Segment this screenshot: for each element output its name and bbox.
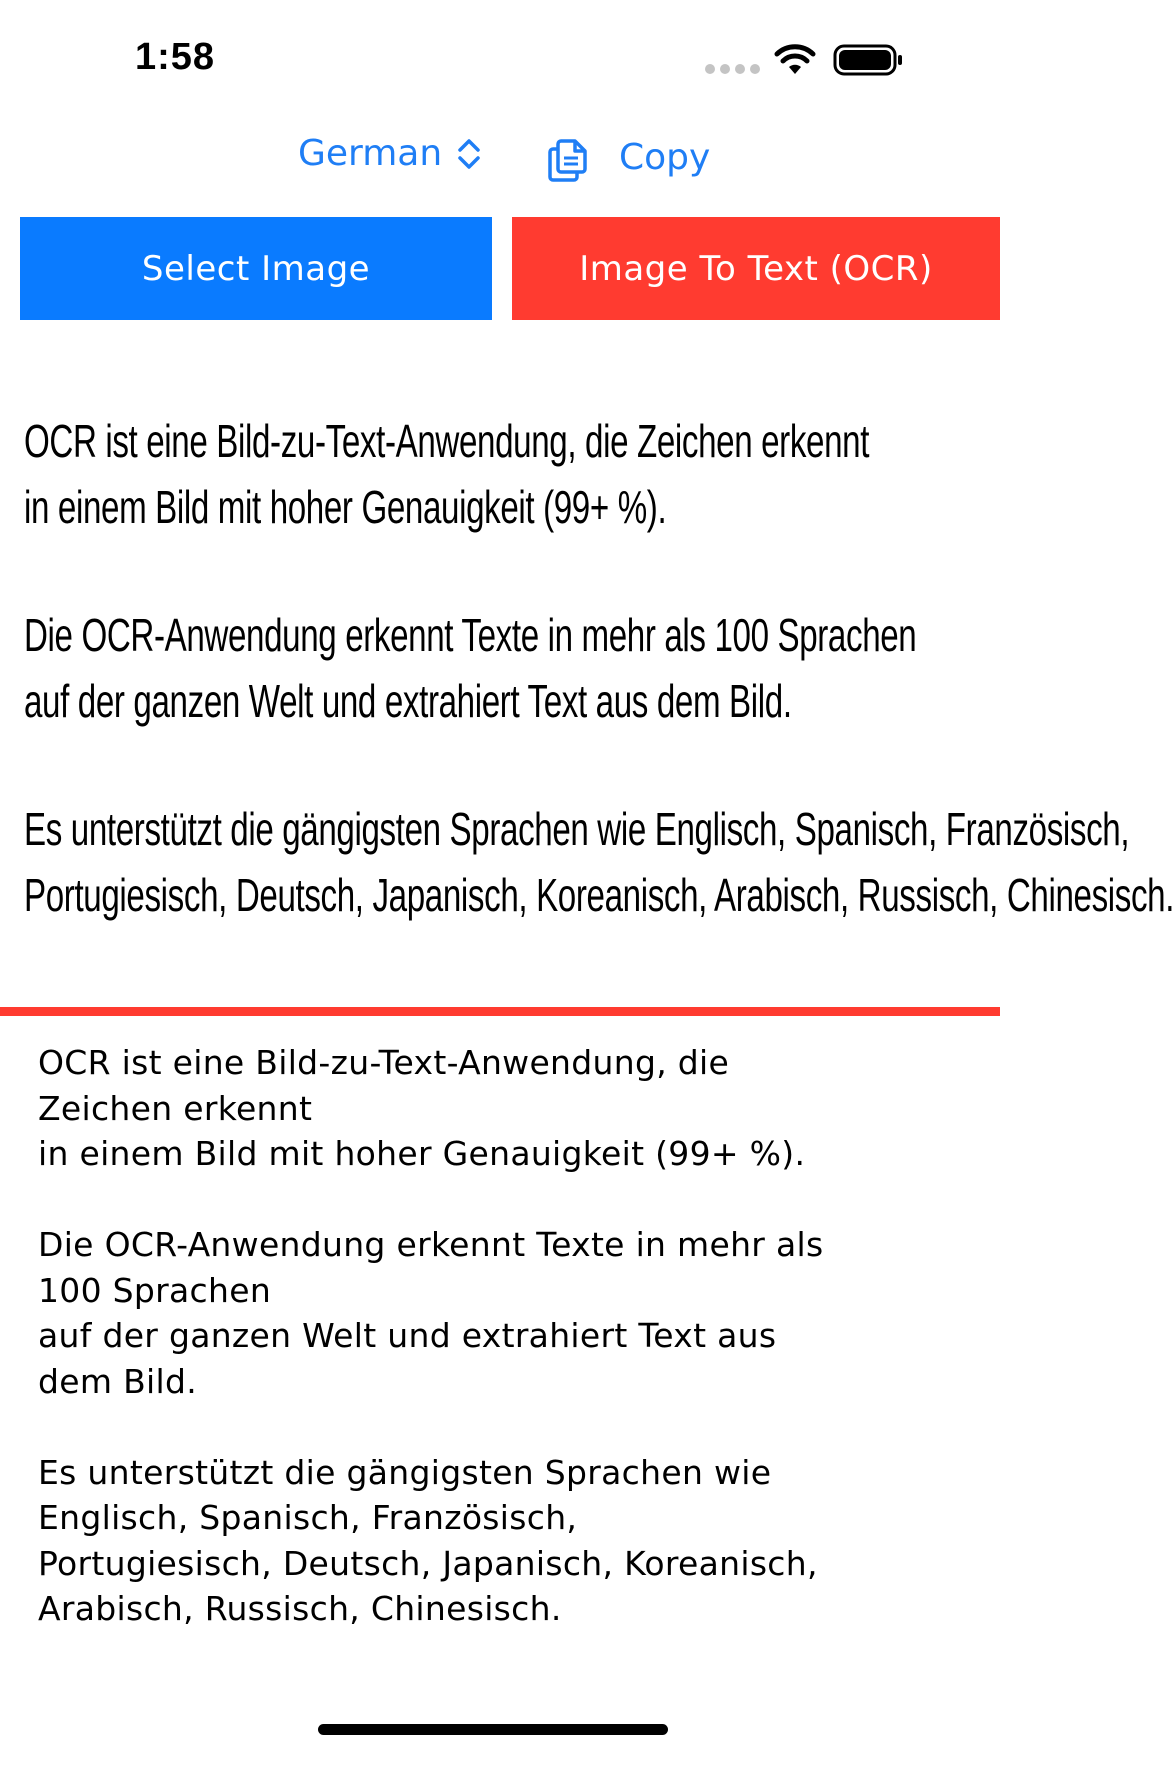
source-image-preview	[24, 408, 1174, 990]
source-image-text-paragraph	[24, 408, 870, 540]
copy-label: Copy	[619, 136, 711, 178]
recognized-text-line: in einem Bild mit hoher Genauigkeit (99+ %).	[38, 1134, 806, 1173]
recognized-text-line: Zeichen erkennt	[38, 1088, 313, 1128]
copy-button[interactable]	[545, 133, 710, 181]
source-image-text-line: auf der ganzen Welt und extrahiert Text aus dem Bild.	[24, 675, 792, 727]
recognized-text-line: Englisch, Spanisch, Französisch,	[38, 1498, 578, 1537]
select-image-button[interactable]: Select Image	[20, 217, 492, 320]
source-image-text-line: Es unterstützt die gängigsten Sprachen wie Englisch, Spanisch, Französisch,	[24, 803, 1130, 855]
divider	[0, 1007, 1000, 1016]
recognized-text-line: Es unterstützt die gängigsten Sprachen wie	[38, 1452, 772, 1492]
chevron-updown-icon	[456, 137, 482, 171]
language-label: German	[298, 133, 443, 174]
source-image-text-line: Die OCR-Anwendung erkennt Texte in mehr als 100 Sprachen	[24, 609, 917, 661]
ocr-button[interactable]: Image To Text (OCR)	[512, 217, 1000, 320]
source-image-text-line: OCR ist eine Bild-zu-Text-Anwendung, die Zeichen erkennt	[24, 415, 870, 467]
status-time: 1:58	[135, 36, 216, 78]
recognized-text-paragraph	[38, 1450, 968, 1632]
wifi-icon	[775, 44, 815, 76]
source-image-text-paragraph	[24, 602, 917, 734]
recognized-text-line: OCR ist eine Bild-zu-Text-Anwendung, die	[38, 1043, 730, 1082]
recognized-text-paragraph	[38, 1222, 968, 1404]
source-image-text-line: in einem Bild mit hoher Genauigkeit (99+ %).	[24, 481, 667, 533]
home-indicator	[318, 1724, 668, 1735]
recognized-text-area[interactable]	[38, 1040, 968, 1677]
recognized-text-line: Portugiesisch, Deutsch, Japanisch, Koreanisch,	[38, 1543, 818, 1583]
recognized-text-line: auf der ganzen Welt und extrahiert Text aus	[38, 1316, 777, 1355]
recognized-text-paragraph	[38, 1040, 968, 1177]
cellular-signal-icon	[705, 64, 760, 74]
recognized-text-line: dem Bild.	[38, 1361, 197, 1401]
recognized-text-line: Arabisch, Russisch, Chinesisch.	[38, 1589, 562, 1628]
battery-icon	[833, 44, 903, 76]
recognized-text-line: Die OCR-Anwendung erkennt Texte in mehr als	[38, 1225, 824, 1264]
source-image-text-paragraph	[24, 796, 1174, 928]
language-picker[interactable]	[298, 133, 482, 174]
recognized-text-line: 100 Sprachen	[38, 1270, 272, 1310]
copy-icon	[545, 133, 593, 181]
source-image-text-line: Portugiesisch, Deutsch, Japanisch, Koreanisch, Arabisch, Russisch, Chinesisch.	[24, 869, 1174, 921]
